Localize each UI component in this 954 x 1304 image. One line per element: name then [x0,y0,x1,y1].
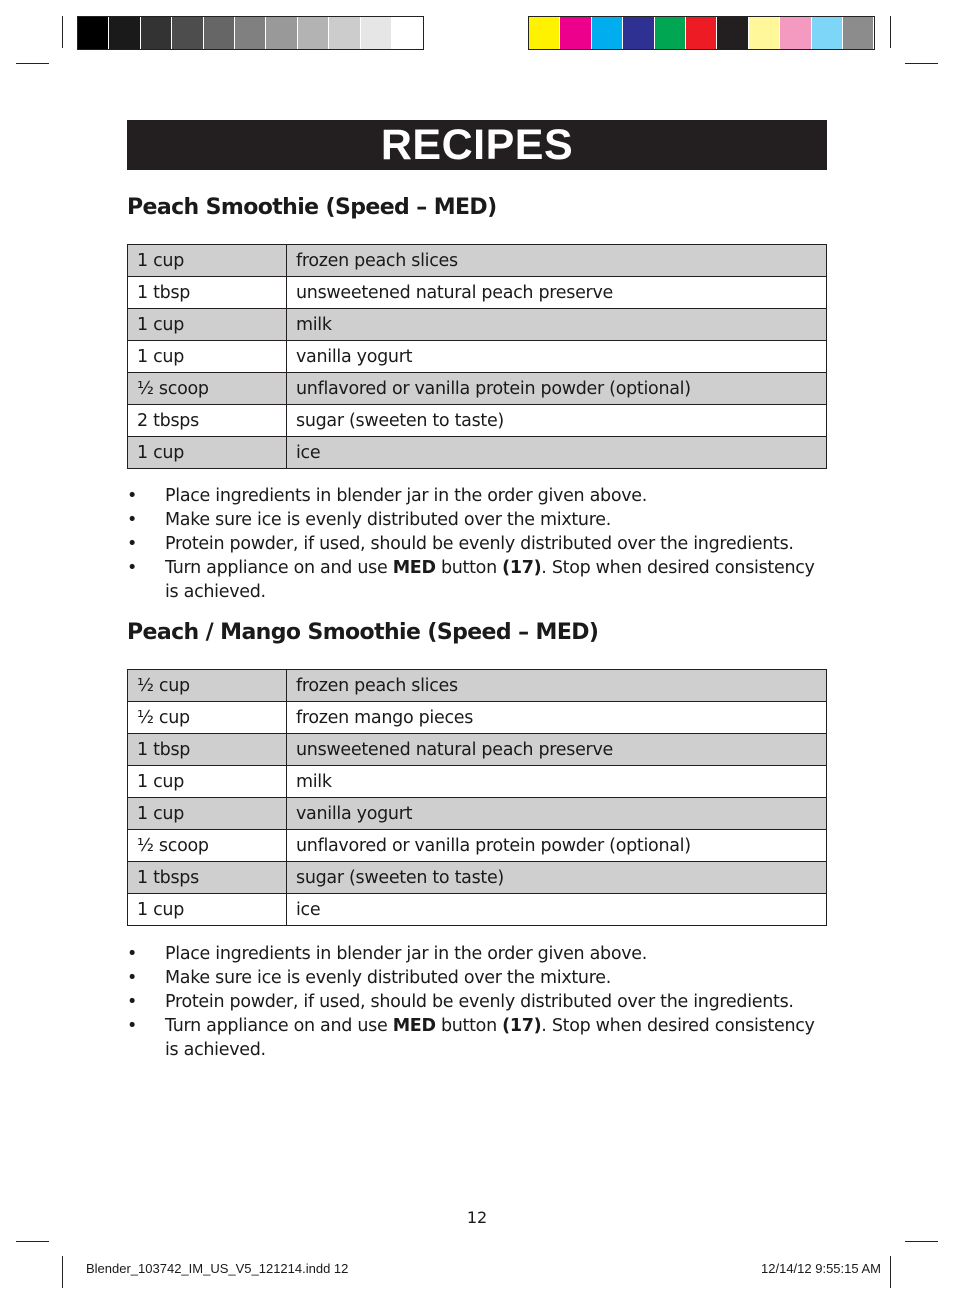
ingredient-cell: sugar (sweeten to taste) [287,405,827,437]
quantity-cell: 1 tbsps [128,862,287,894]
quantity-cell: 1 cup [128,894,287,926]
list-item: • Make sure ice is evenly distributed over the mixture. [127,968,611,988]
table-row [128,245,827,277]
crop-mark [890,16,891,48]
crop-mark [905,63,938,64]
ingredients-table [127,244,827,469]
table-row [128,670,827,702]
crop-mark [890,1256,891,1288]
ingredient-cell: unflavored or vanilla protein powder (optional) [287,373,827,405]
crop-mark [905,1241,938,1242]
table-row [128,277,827,309]
quantity-cell: 1 cup [128,245,287,277]
quantity-cell: 1 cup [128,341,287,373]
quantity-cell: 2 tbsps [128,405,287,437]
color-swatch [812,17,843,49]
ingredient-cell: milk [287,766,827,798]
list-item: • Place ingredients in blender jar in the order given above. [127,944,648,964]
ingredients-table [127,669,827,926]
color-swatch [655,17,686,49]
color-swatch [329,17,360,49]
color-swatch [749,17,780,49]
ingredient-cell: frozen peach slices [287,245,827,277]
list-item: • Place ingredients in blender jar in the order given above. [127,486,648,506]
color-swatch [78,17,109,49]
quantity-cell: 1 cup [128,766,287,798]
color-swatch [235,17,266,49]
table-row [128,405,827,437]
color-swatch [109,17,140,49]
color-swatch [717,17,748,49]
grayscale-bar [77,16,424,50]
ingredient-cell: unsweetened natural peach preserve [287,277,827,309]
color-swatch [172,17,203,49]
color-swatch [266,17,297,49]
ingredient-cell: vanilla yogurt [287,341,827,373]
color-swatch [780,17,811,49]
table-row [128,373,827,405]
quantity-cell: ½ cup [128,702,287,734]
ingredient-cell: ice [287,894,827,926]
table-row [128,702,827,734]
list-item: • Turn appliance on and use MED button (17). Stop when desired consistency is achieved. [127,1016,815,1060]
color-swatch [141,17,172,49]
color-swatch [529,17,560,49]
color-swatch [392,17,423,49]
color-swatch [686,17,717,49]
recipe-heading: Peach / Mango Smoothie (Speed – MED) [127,620,599,645]
ingredient-cell: ice [287,437,827,469]
table-row [128,309,827,341]
quantity-cell: 1 cup [128,437,287,469]
quantity-cell: ½ scoop [128,373,287,405]
crop-mark [62,16,63,48]
crop-mark [16,1241,49,1242]
crop-mark [62,1256,63,1288]
ingredient-cell: vanilla yogurt [287,798,827,830]
color-swatch [843,17,874,49]
table-row [128,341,827,373]
list-item: • Make sure ice is evenly distributed over the mixture. [127,510,611,530]
ingredient-cell: unflavored or vanilla protein powder (optional) [287,830,827,862]
timestamp-slug: 12/14/12 9:55:15 AM [761,1261,881,1276]
color-bar [528,16,875,50]
table-row [128,766,827,798]
ingredient-cell: sugar (sweeten to taste) [287,862,827,894]
quantity-cell: 1 cup [128,309,287,341]
table-row [128,862,827,894]
quantity-cell: 1 tbsp [128,734,287,766]
color-swatch [623,17,654,49]
file-slug: Blender_103742_IM_US_V5_121214.indd 12 [86,1261,349,1276]
color-swatch [204,17,235,49]
list-item: • Protein powder, if used, should be evenly distributed over the ingredients. [127,534,794,554]
color-swatch [592,17,623,49]
color-swatch [298,17,329,49]
ingredient-cell: unsweetened natural peach preserve [287,734,827,766]
table-row [128,894,827,926]
quantity-cell: 1 cup [128,798,287,830]
ingredient-cell: frozen mango pieces [287,702,827,734]
quantity-cell: ½ scoop [128,830,287,862]
page-title: RECIPES [127,120,827,170]
color-swatch [361,17,392,49]
color-swatch [560,17,591,49]
list-item: • Protein powder, if used, should be evenly distributed over the ingredients. [127,992,794,1012]
table-row [128,437,827,469]
crop-mark [16,63,49,64]
instructions-list [127,942,827,1062]
page-number: 12 [466,1208,488,1227]
table-row [128,798,827,830]
table-row [128,830,827,862]
table-row [128,734,827,766]
quantity-cell: 1 tbsp [128,277,287,309]
ingredient-cell: frozen peach slices [287,670,827,702]
list-item: • Turn appliance on and use MED button (17). Stop when desired consistency is achieved. [127,558,815,602]
recipe-heading: Peach Smoothie (Speed – MED) [127,195,497,220]
ingredient-cell: milk [287,309,827,341]
instructions-list [127,484,827,604]
quantity-cell: ½ cup [128,670,287,702]
